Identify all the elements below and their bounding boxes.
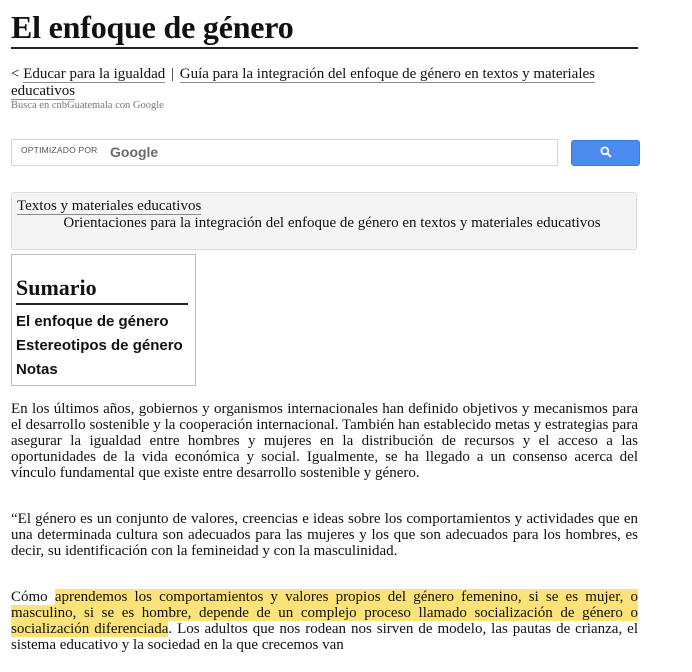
page-title: El enfoque de género [11,8,638,49]
paragraph-1: En los últimos años, gobiernos y organismos internacionales han definido objetivos y mecanismos para el desarrollo sostenible y la cooperación internacional. También han establecido metas y estrategias para asegurar la igualdad entre hombres y mujeres en la distribución de recursos y el acceso a las oportunidades de la vida económica y social. Igualmente, se ha llegado a un consenso acerca del vínculo fundamental que existe entre desarrollo sostenible y género. [11,401,638,481]
toc-item-estereotipos[interactable]: Estereotipos de género [16,337,183,354]
section-nav [11,192,637,250]
breadcrumb-link-guia[interactable]: Guía para la integración del enfoque de género en textos y materiales educativos [11,66,595,99]
breadcrumb [11,66,638,100]
toc-heading: Sumario [16,275,188,305]
breadcrumb-separator: | [170,66,174,82]
breadcrumb-link-igualdad[interactable]: Educar para la igualdad [23,66,166,82]
search-input[interactable] [11,139,558,166]
paragraph-2: “El género es un conjunto de valores, creencias e ideas sobre los comportamientos y actividades que en una determinada cultura son adecuados para las mujeres y los que son adecuados para los hombres, es decir, su identificación con la femineidad y con la masculinidad. [11,511,638,559]
search-icon [600,146,612,158]
nav-link-textos[interactable]: Textos y materiales educativos [17,198,202,214]
paragraph-3-start: Cómo [11,589,55,605]
nav-current-page: Orientaciones para la integración del enfoque de género en textos y materiales educativos [63,215,601,231]
toc-item-notas[interactable]: Notas [16,361,58,378]
table-of-contents [11,254,196,386]
google-logo: Google [110,144,159,160]
highlighted-text: aprendemos los comportamientos y valores propios del género femenino, si se es mujer, o masculino, si se es hombre, depende de un complejo proceso llamado socialización de género o socialización diferenciada [11,589,638,637]
toc-item-enfoque[interactable]: El enfoque de género [16,313,169,330]
paragraph-3-end: . Los adultos que nos rodean nos sirven de modelo, las pautas de crianza, el sistema educativo y la sociedad en la que crecemos van [11,621,638,653]
breadcrumb-prefix: < [11,66,24,82]
search-button[interactable] [571,140,640,166]
powered-by-label: OPTIMIZADO POR [21,145,98,155]
paragraph-3 [11,589,638,653]
search-hint: Busca en cnbGuatemala con Google [11,100,164,111]
